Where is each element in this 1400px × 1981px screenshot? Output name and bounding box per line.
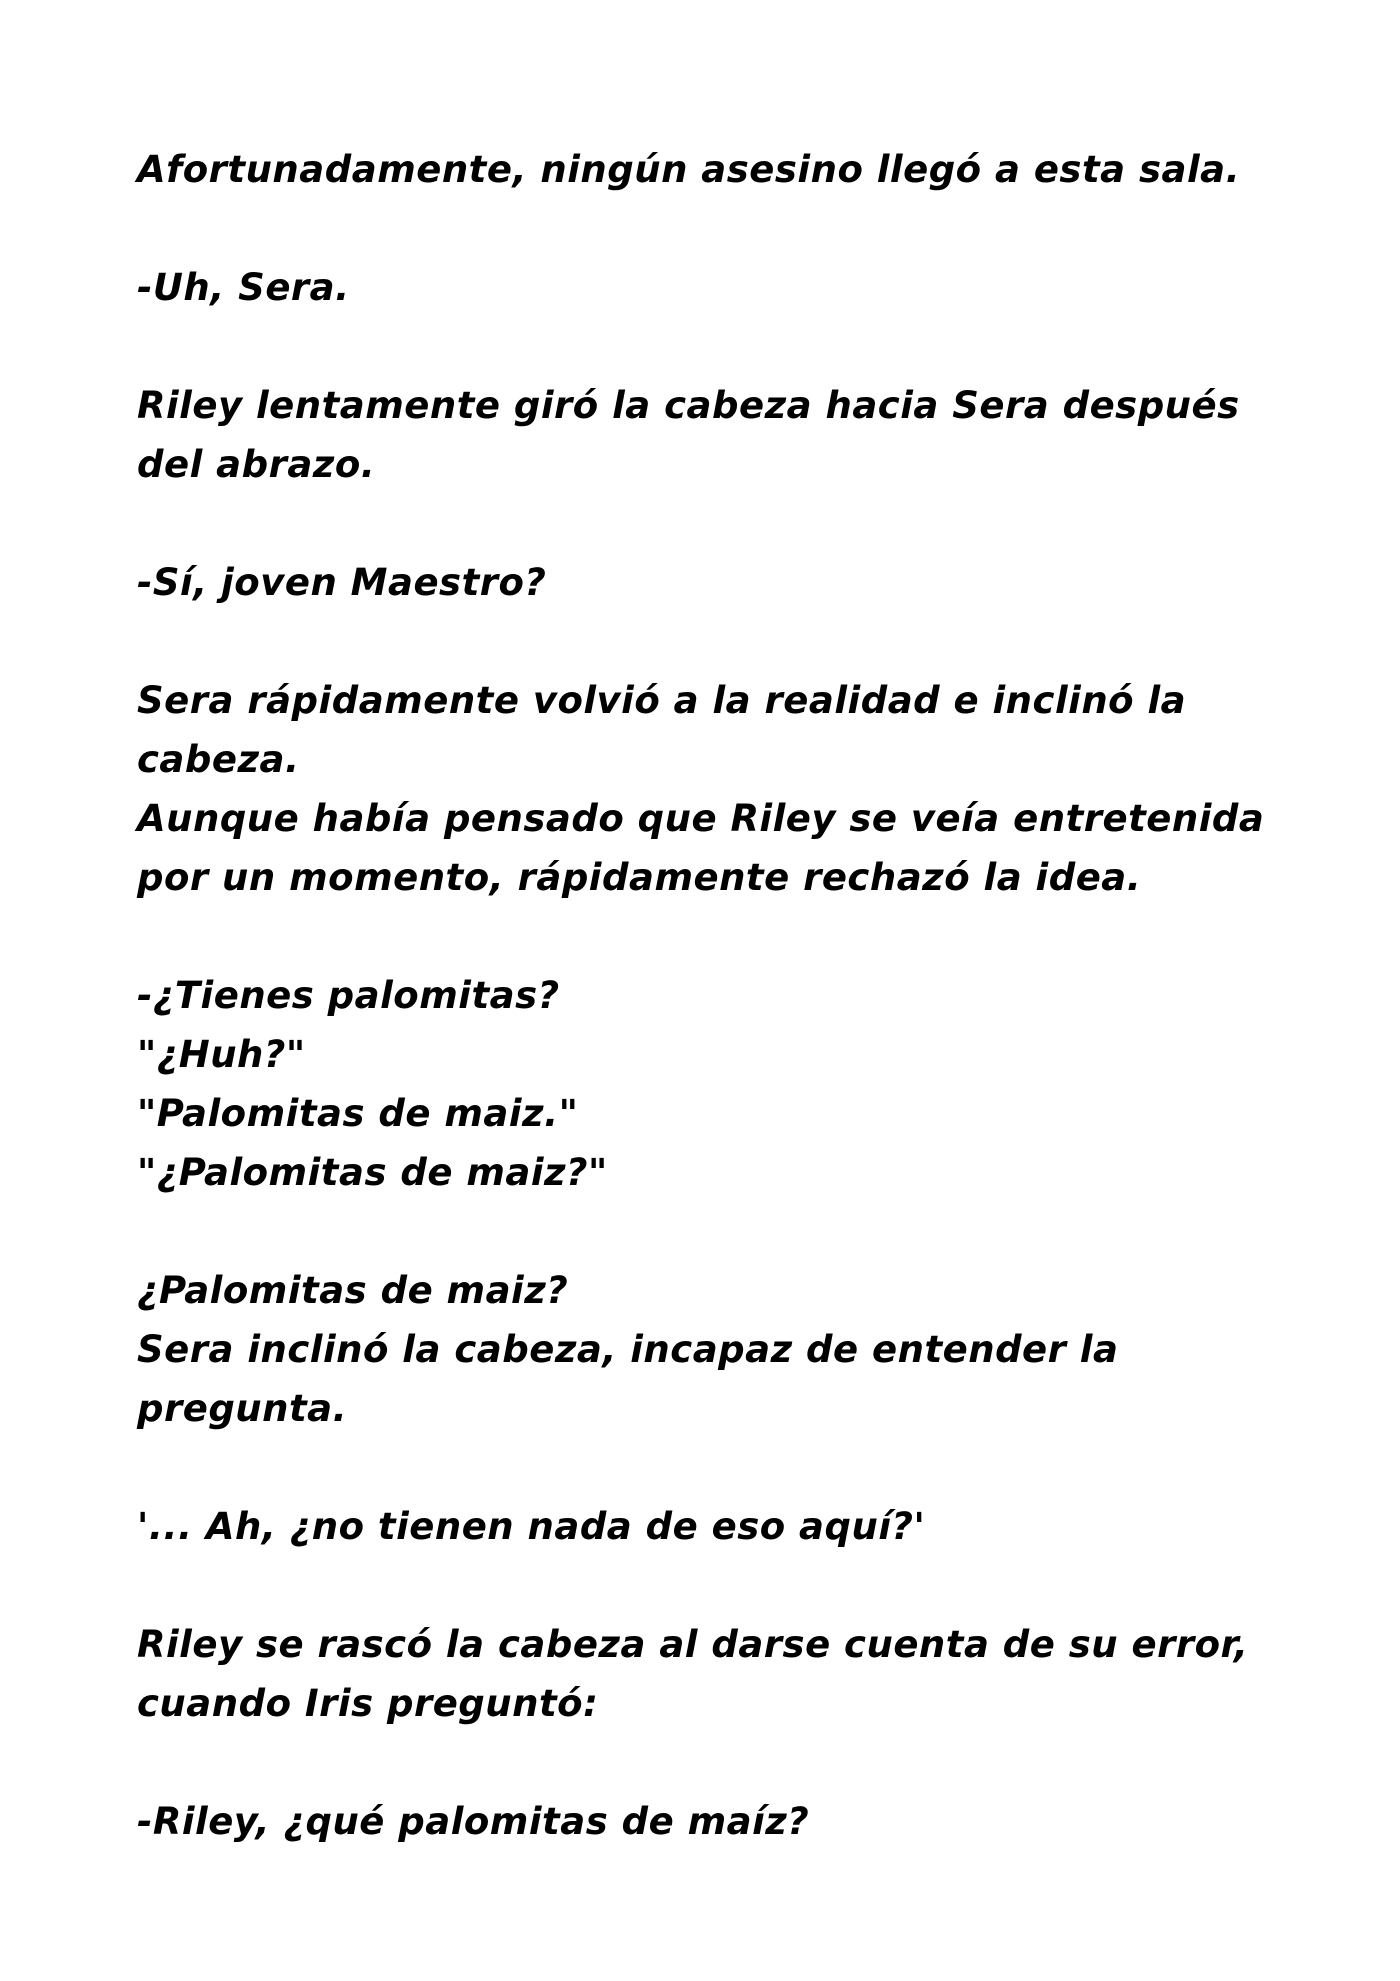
text-line: "Palomitas de maiz." [137,1092,579,1135]
paragraph-9 [137,1615,1297,1733]
paragraph-3 [137,376,1297,494]
paragraph-5 [137,671,1297,907]
text-line: por un momento, rápidamente rechazó la idea. [137,856,1142,899]
text-line: "¿Huh?" [137,1033,306,1076]
text-line: ¿Palomitas de maiz? [137,1269,569,1312]
text-line: -¿Tienes palomitas? [137,974,560,1017]
text-line: -Uh, Sera. [137,266,350,309]
text-line: '... Ah, ¿no tienen nada de eso aquí?' [137,1505,926,1548]
text-line: Sera rápidamente volvió a la realidad e inclinó la [137,679,1187,722]
paragraph-4 [137,553,1297,612]
text-line: -Riley, ¿qué palomitas de maíz? [137,1800,810,1843]
paragraph-7 [137,1261,1297,1438]
text-line: Afortunadamente, ningún asesino llegó a esta sala. [137,148,1241,191]
paragraph-1 [137,140,1297,199]
text-line: Aunque había pensado que Riley se veía entretenida [137,797,1265,840]
text-line: Riley lentamente giró la cabeza hacia Sera después [137,384,1240,427]
text-line: Sera inclinó la cabeza, incapaz de entender la [137,1328,1119,1371]
paragraph-2 [137,258,1297,317]
paragraph-6 [137,966,1297,1202]
text-line: -Sí, joven Maestro? [137,561,547,604]
text-line: pregunta. [137,1387,348,1430]
paragraph-8 [137,1497,1297,1556]
text-line: Riley se rascó la cabeza al darse cuenta de su error, [137,1623,1249,1666]
text-line: cabeza. [137,738,300,781]
text-line: cuando Iris preguntó: [137,1682,599,1725]
text-line: "¿Palomitas de maiz?" [137,1151,608,1194]
document-text [137,140,1297,1910]
paragraph-10 [137,1792,1297,1851]
text-line: del abrazo. [137,443,376,486]
